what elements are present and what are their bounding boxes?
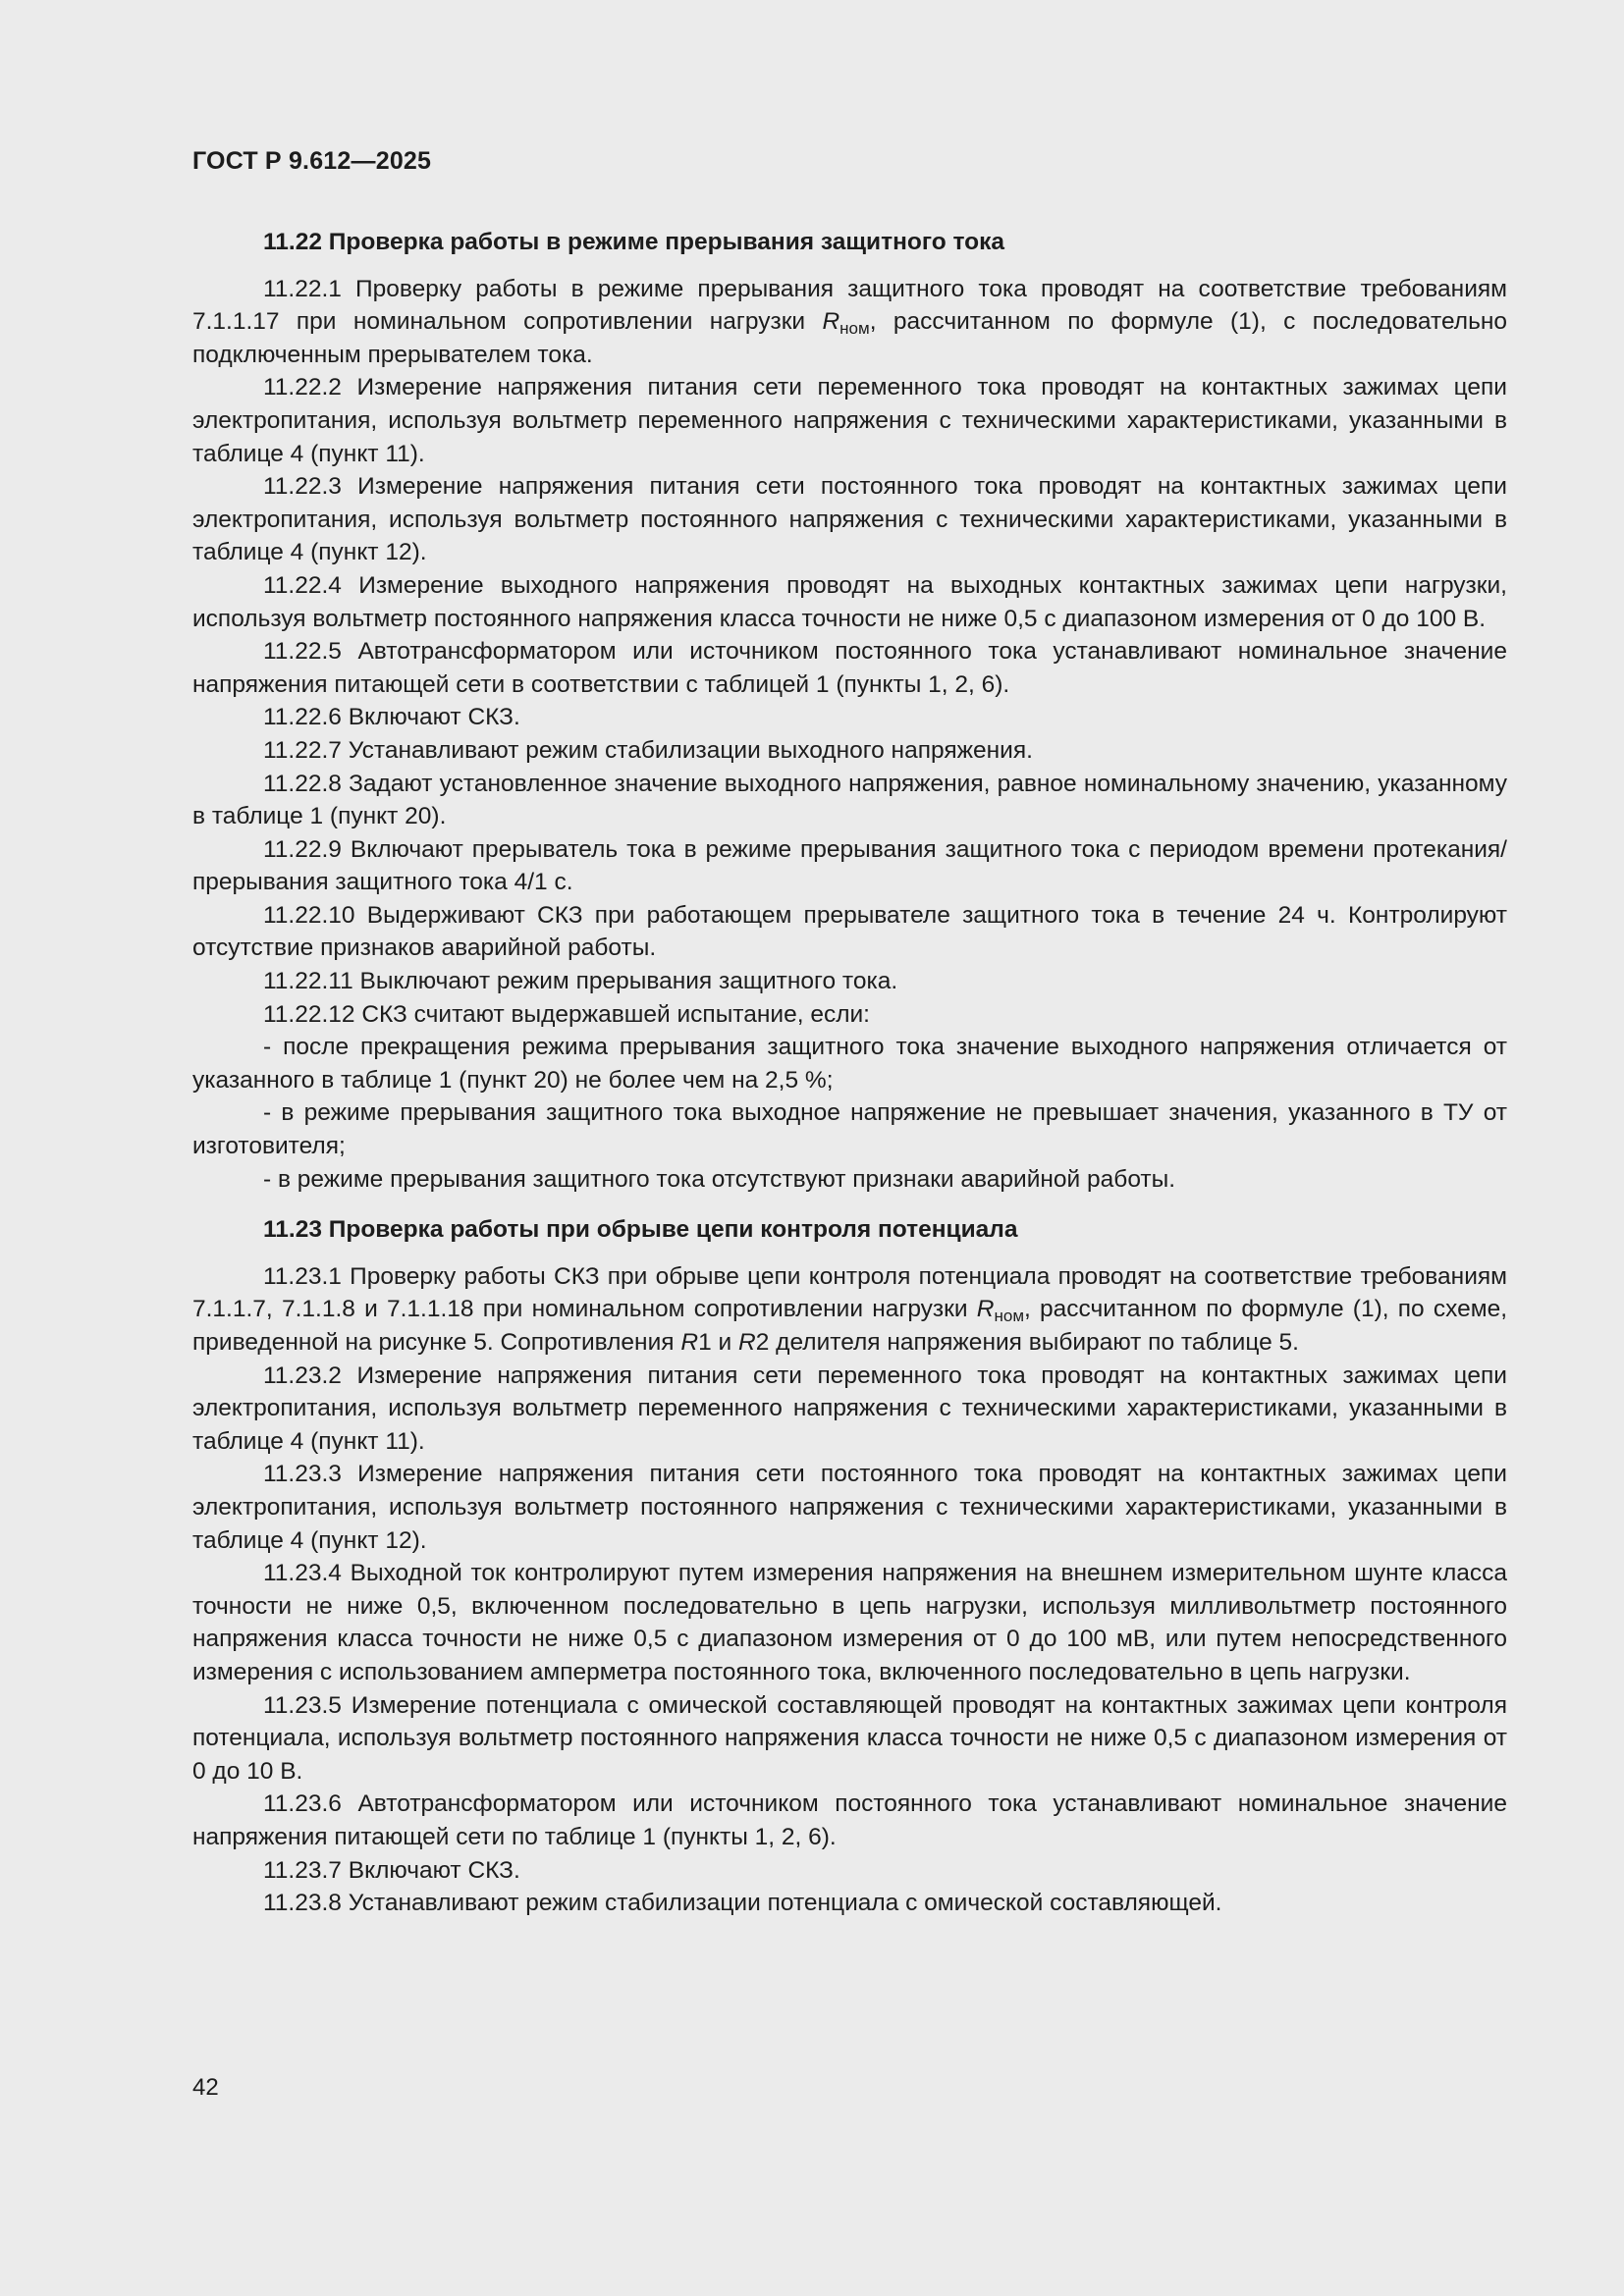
- paragraph-11-22-7: 11.22.7 Устанавливают режим стабилизации выходного напряжения.: [263, 736, 1033, 764]
- paragraph-11-22-12: 11.22.12 СКЗ считают выдержавшей испытание, если:: [263, 1000, 870, 1028]
- paragraph-11-23-2: 11.23.2 Измерение напряжения питания сети переменного тока проводят на контактных зажимах цепи электропитания, используя вольтметр переменного напряжения с техническими характеристиками, указанными в таблице 4 (пункт 11).: [192, 1362, 1507, 1455]
- section-heading-11-22: 11.22 Проверка работы в режиме прерывания защитного тока: [263, 229, 1005, 255]
- text-run: , рассчитанном по формуле (1), по схеме, приведенной на рисунке 5. Сопротивления: [192, 1296, 1507, 1356]
- paragraph-11-22-1: [192, 273, 1507, 372]
- section-heading-11-23: 11.23 Проверка работы при обрыве цепи контроля потенциала: [263, 1216, 1018, 1244]
- paragraph-11-22-6: 11.22.6 Включают СКЗ.: [263, 704, 520, 731]
- paragraph-11-23-8: 11.23.8 Устанавливают режим стабилизации потенциала с омической составляющей.: [263, 1890, 1222, 1917]
- text-run: делителя напряжения выбирают по таблице 5.: [769, 1329, 1299, 1356]
- variable-r2-index: 2: [755, 1329, 770, 1356]
- paragraph-11-22-11: 11.22.11 Выключают режим прерывания защитного тока.: [263, 968, 898, 995]
- paragraph-11-22-8: 11.22.8 Задают установленное значение выходного напряжения, равное номинальному значению, указанному в таблице 1 (пункт 20).: [192, 770, 1507, 830]
- paragraph-11-22-10: 11.22.10 Выдерживают СКЗ при работающем прерывателе защитного тока в течение 24 ч. Контролируют отсутствие признаков аварийной работы.: [192, 901, 1507, 962]
- variable-r: R: [976, 1296, 995, 1323]
- page-number: 42: [192, 2074, 219, 2101]
- variable-r2: R: [738, 1329, 756, 1356]
- list-item: - в режиме прерывания защитного тока отсутствуют признаки аварийной работы.: [263, 1165, 1176, 1193]
- paragraph-11-23-7: 11.23.7 Включают СКЗ.: [263, 1856, 520, 1884]
- list-item: - после прекращения режима прерывания защитного тока значение выходного напряжения отличается от указанного в таблице 1 (пункт 20) не более чем на 2,5 %;: [192, 1034, 1507, 1094]
- variable-r: R: [822, 308, 840, 336]
- subscript-nom: ном: [994, 1307, 1025, 1326]
- variable-r1-index: 1: [698, 1329, 712, 1356]
- paragraph-11-23-6: 11.23.6 Автотрансформатором или источником постоянного тока устанавливают номинальное значение напряжения питающей сети по таблице 1 (пункты 1, 2, 6).: [192, 1790, 1507, 1850]
- list-item: - в режиме прерывания защитного тока выходное напряжение не превышает значения, указанного в ТУ от изготовителя;: [192, 1099, 1507, 1160]
- paragraph-11-23-4: 11.23.4 Выходной ток контролируют путем измерения напряжения на внешнем измерительном шунте класса точности не ниже 0,5, включенном последовательно в цепь нагрузки, используя милливольтметр постоянного напряжения класса точности не ниже 0,5 с диапазоном измерения от 0 до 100 мВ, или путем непосредственного измерения с использованием амперметра постоянного тока, включенного последовательно в цепь нагрузки.: [192, 1560, 1507, 1685]
- document-header: ГОСТ Р 9.612—2025: [192, 147, 432, 175]
- paragraph-11-22-5: 11.22.5 Автотрансформатором или источником постоянного тока устанавливают номинальное значение напряжения питающей сети в соответствии с таблицей 1 (пункты 1, 2, 6).: [192, 638, 1507, 698]
- paragraph-11-23-5: 11.23.5 Измерение потенциала с омической составляющей проводят на контактных зажимах цепи контроля потенциала, используя вольтметр постоянного напряжения класса точности не ниже 0,5 с диапазоном измерения от 0 до 10 В.: [192, 1691, 1507, 1785]
- paragraph-11-22-3: 11.22.3 Измерение напряжения питания сети постоянного тока проводят на контактных зажимах цепи электропитания, используя вольтметр постоянного напряжения с техническими характеристиками, указанными в таблице 4 (пункт 12).: [192, 473, 1507, 566]
- text-run: и: [711, 1329, 739, 1356]
- text-run: 11.22.1 Проверку работы в режиме прерывания защитного тока проводят на соответствие требованиям 7.1.1.17 при номинальном сопротивлении нагрузки: [192, 275, 1507, 336]
- document-body: [192, 226, 1507, 1920]
- paragraph-11-23-3: 11.23.3 Измерение напряжения питания сети постоянного тока проводят на контактных зажимах цепи электропитания, используя вольтметр постоянного напряжения с техническими характеристиками, указанными в таблице 4 (пункт 12).: [192, 1461, 1507, 1554]
- text-run: 11.23.1 Проверку работы СКЗ при обрыве цепи контроля потенциала проводят на соответствие требованиям 7.1.1.7, 7.1.1.8 и 7.1.1.18 при номинальном сопротивлении нагрузки: [192, 1262, 1507, 1323]
- variable-r1: R: [680, 1329, 699, 1356]
- subscript-nom: ном: [839, 319, 870, 339]
- paragraph-11-22-4: 11.22.4 Измерение выходного напряжения проводят на выходных контактных зажимах цепи нагрузки, используя вольтметр постоянного напряжения класса точности не ниже 0,5 с диапазоном измерения от 0 до 100 В.: [192, 571, 1507, 632]
- paragraph-11-22-2: 11.22.2 Измерение напряжения питания сети переменного тока проводят на контактных зажимах цепи электропитания, используя вольтметр переменного напряжения с техническими характеристиками, указанными в таблице 4 (пункт 11).: [192, 374, 1507, 467]
- paragraph-11-22-9: 11.22.9 Включают прерыватель тока в режиме прерывания защитного тока с периодом времени протекания/прерывания защитного тока 4/1 с.: [192, 835, 1507, 896]
- paragraph-11-23-1: [192, 1260, 1507, 1360]
- text-run: , рассчитанном по формуле (1), с последовательно подключенным прерывателем тока.: [192, 308, 1507, 368]
